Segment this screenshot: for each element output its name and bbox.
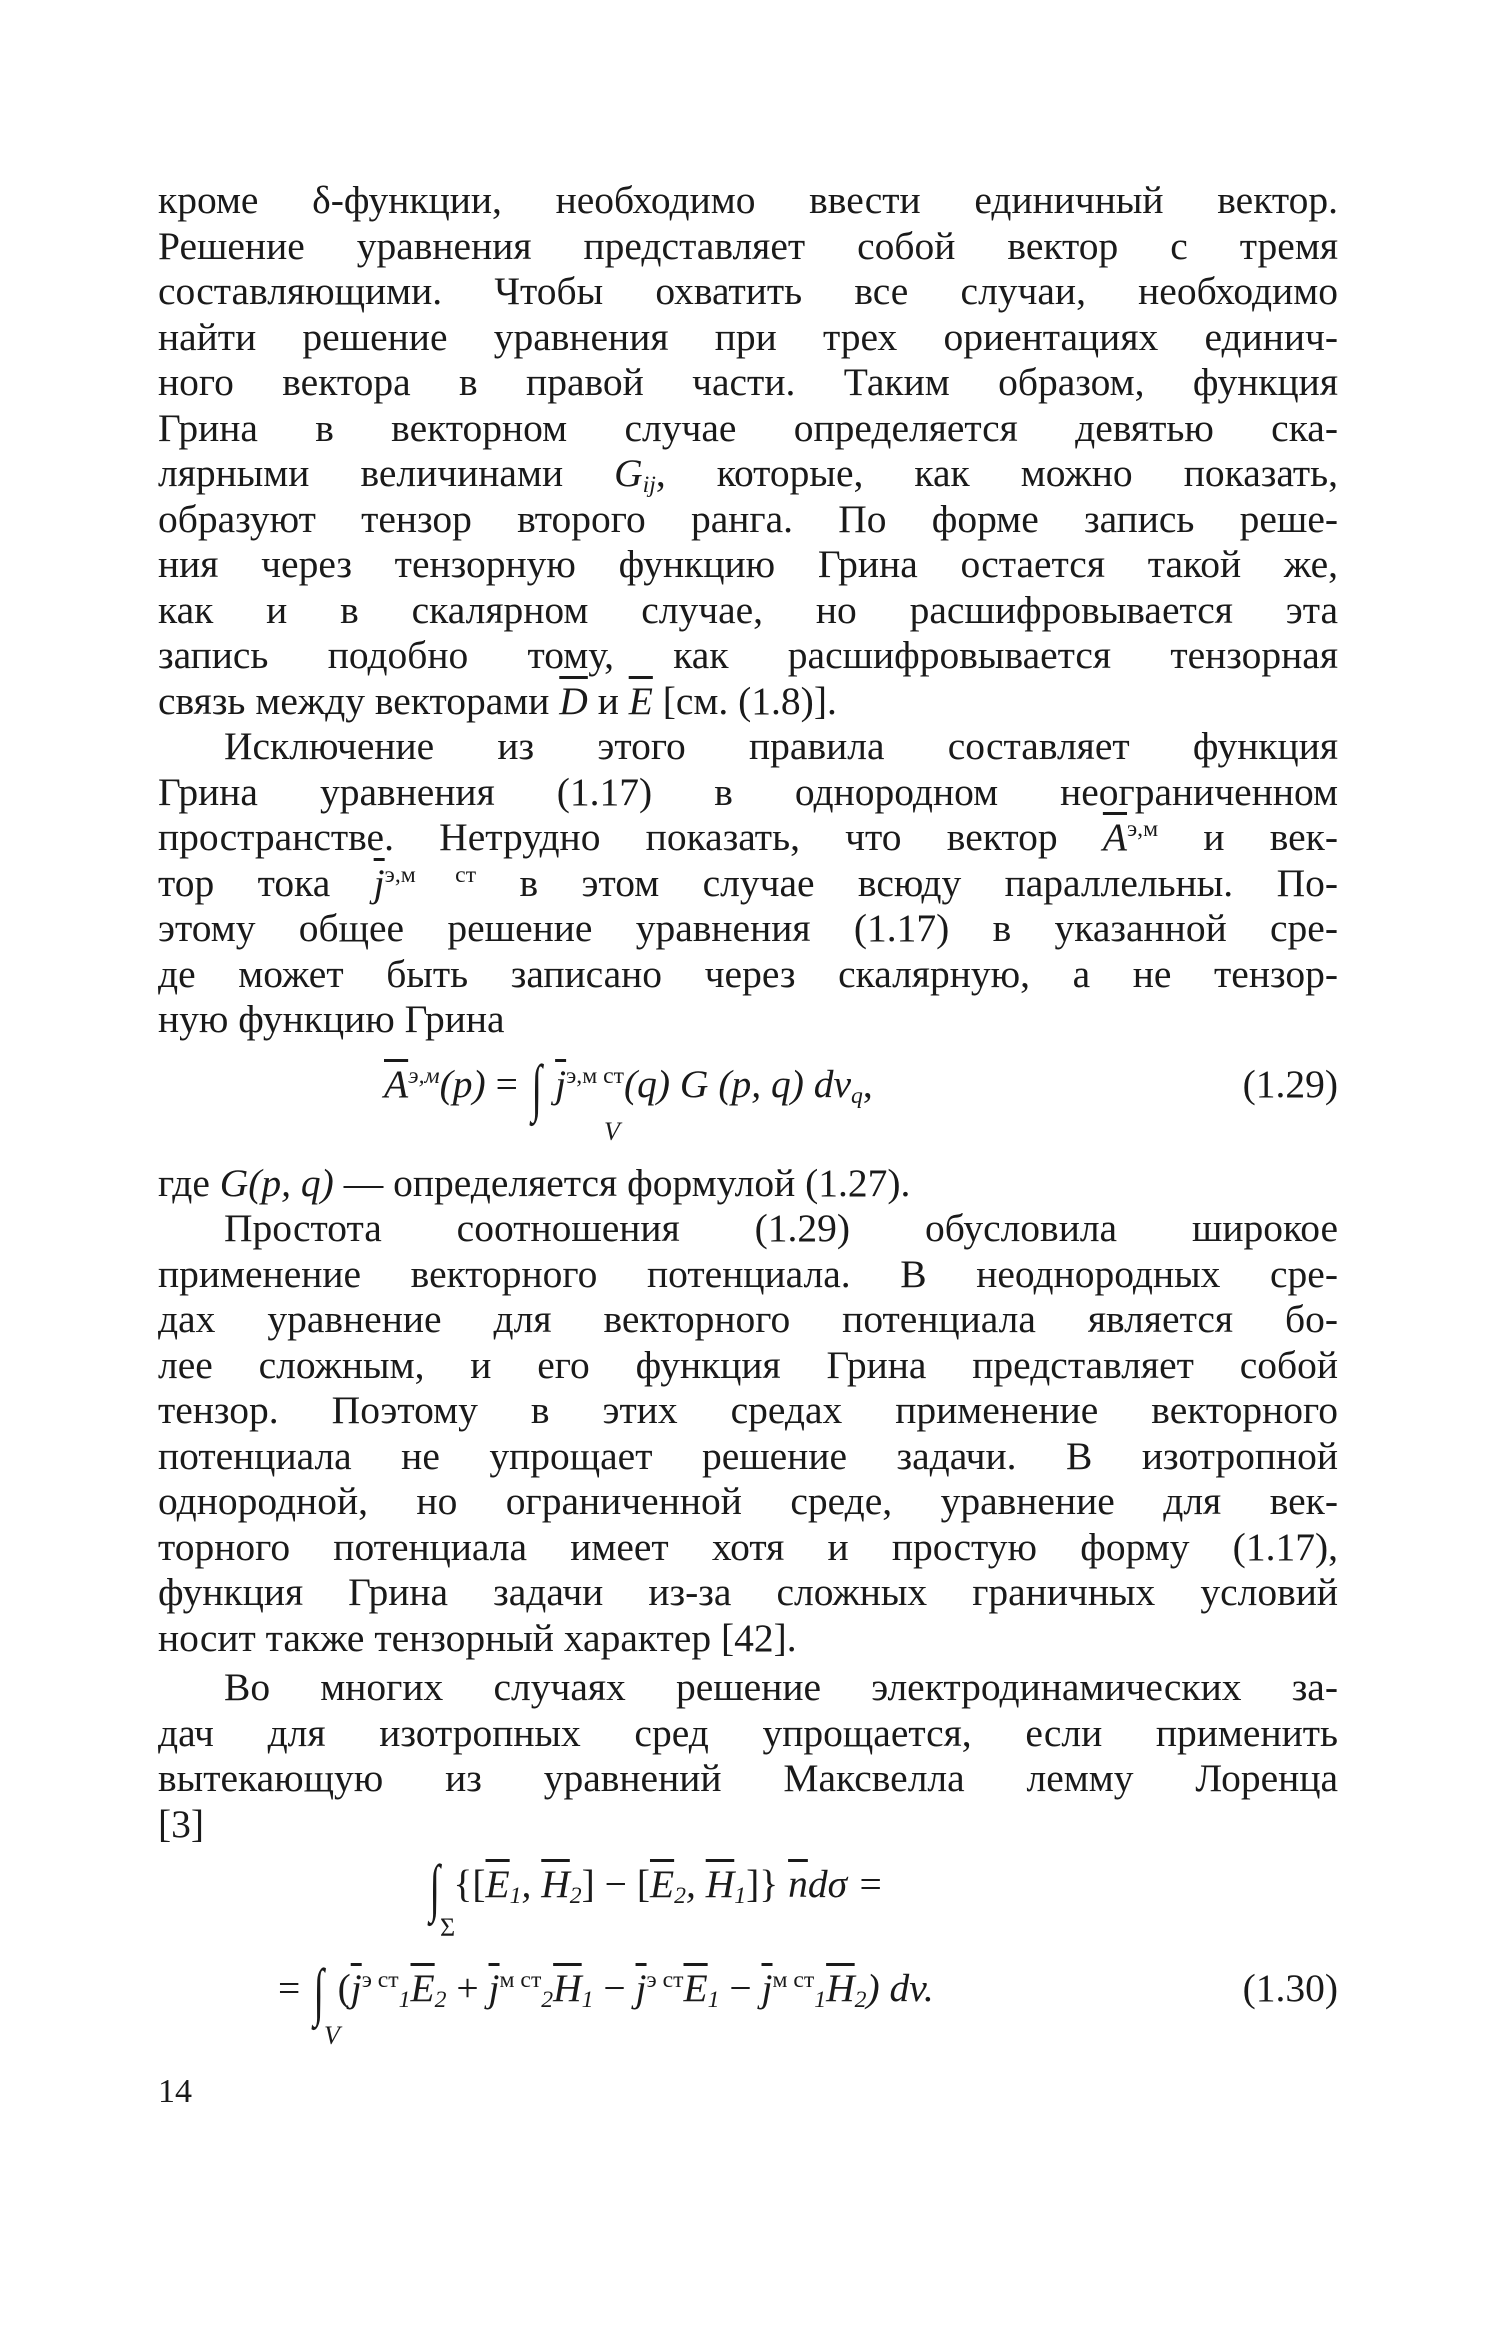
math-fragment: , <box>521 1862 542 1906</box>
math-fragment: dσ = <box>807 1862 884 1906</box>
math-subscript: 2 <box>434 1986 447 2013</box>
operator: − <box>719 1966 762 2010</box>
equals-sign: = <box>485 1061 528 1106</box>
vector-symbol: $\overline{j}$ <box>350 1966 362 2010</box>
text-line: носит также тензорный характер [42]. <box>158 1615 797 1660</box>
text-line: ного вектора в правой части. Таким образом, функция <box>158 360 1338 404</box>
vector-symbol: $\overline{H}$ <box>826 1966 855 2010</box>
text-line: Простота соотношения (1.29) обусловила широкое <box>224 1206 1338 1250</box>
equation-expression <box>278 1956 934 2027</box>
math-subscript: ij <box>642 471 656 498</box>
vector-symbol: $\overline{j}$ <box>555 1061 567 1106</box>
integral-limit: Σ <box>440 1913 456 1942</box>
vector-symbol: $\overline{A}$ <box>1102 815 1128 859</box>
text-line: ния через тензорную функцию Грина остается такой же, <box>158 542 1338 586</box>
equation-1-30-line-2 <box>158 1951 1338 2051</box>
text-line: образуют тензор второго ранга. По форме запись реше- <box>158 496 1338 541</box>
vector-symbol: $\overline{j}$ <box>761 1966 773 2010</box>
text-fragment: лярными величинами <box>158 451 615 495</box>
integral-limit: V <box>324 2021 340 2050</box>
text-line: применение векторного потенциала. В неоднородных сре- <box>158 1251 1338 1296</box>
integral-sign: ∫ <box>429 1852 441 1923</box>
vector-symbol: $\overline{E}$ <box>628 678 653 723</box>
text-line: Грина в векторном случае определяется девятью ска- <box>158 405 1338 450</box>
math-subscript: 2 <box>674 1882 686 1909</box>
vector-symbol: $\overline{E}$ <box>649 1862 675 1906</box>
text-line: однородной, но ограниченной среде, уравнение для век- <box>158 1479 1338 1523</box>
math-fragment: (p) <box>439 1061 486 1106</box>
vector-symbol: $\overline{j}$ <box>635 1966 647 2010</box>
integral-sign: ∫ <box>531 1051 542 1123</box>
math-fragment: G(p, q) <box>219 1160 334 1205</box>
math-subscript: 1 <box>734 1882 747 1909</box>
math-fragment: , <box>685 1862 706 1906</box>
math-subscript: 1 <box>581 1986 594 2013</box>
vector-symbol: $\overline{j}$ <box>373 860 385 905</box>
text-fragment: тор тока <box>158 860 374 905</box>
text-line: лее сложным, и его функция Грина представляет собой <box>158 1342 1338 1387</box>
math-subscript: 2 <box>569 1882 582 1909</box>
text-fragment: [см. (1.8)]. <box>652 678 837 723</box>
superscript: э,м ст <box>566 1062 624 1089</box>
math-fragment: , <box>862 1061 873 1106</box>
paragraph-2 <box>158 724 1338 1043</box>
bracket: ] − [ <box>581 1862 650 1906</box>
text-fragment: связь между векторами <box>158 678 560 723</box>
math-subscript: 1 <box>509 1882 522 1909</box>
equation-1-29 <box>158 1043 1338 1153</box>
text-line: торного потенциала имеет хотя и простую форму (1.17), <box>158 1524 1338 1569</box>
text-fragment: и <box>587 678 629 723</box>
text-line: как и в скалярном случае, но расшифровывается эта <box>158 587 1338 632</box>
math-symbol: G <box>614 451 643 495</box>
math-subscript: 1 <box>398 1986 411 2013</box>
text-line: [3] <box>158 1801 205 1846</box>
superscript: э,м <box>408 1062 440 1089</box>
vector-symbol: $\overline{n}$ <box>788 1862 808 1906</box>
text-line <box>158 861 1338 907</box>
math-fragment: (q) G (p, q) dv <box>623 1061 852 1106</box>
text-fragment: , которые, как можно показать, <box>655 451 1339 495</box>
vector-symbol: $\overline{D}$ <box>559 678 588 723</box>
math-subscript: q <box>851 1082 863 1109</box>
text-line: де может быть записано через скалярную, а не тензор- <box>158 951 1338 996</box>
page-number: 14 <box>158 2073 192 2110</box>
paragraph-4 <box>158 1665 1338 1847</box>
paragraph-1 <box>158 178 1338 724</box>
text-fragment: — определяется формулой (1.27). <box>333 1160 911 1205</box>
math-subscript: 1 <box>707 1986 720 2013</box>
text-line: Исключение из этого правила составляет функция <box>224 724 1338 768</box>
integral-limit: V <box>604 1116 620 1146</box>
text-line: этому общее решение уравнения (1.17) в указанной сре- <box>158 906 1338 950</box>
math-subscript: 2 <box>854 1986 867 2013</box>
vector-symbol: $\overline{H}$ <box>705 1862 735 1906</box>
paragraph-3 <box>158 1206 1338 1661</box>
equation-expression <box>384 1051 873 1123</box>
bracket: ]} <box>746 1862 779 1906</box>
math-subscript: 2 <box>541 1986 554 2013</box>
equals-sign: = <box>278 1966 311 2010</box>
text-fragment: пространстве. Нетрудно показать, что вектор <box>158 815 1103 859</box>
vector-symbol: $\overline{E}$ <box>683 1966 708 2010</box>
equation-1-30-line-1 <box>158 1847 1338 1947</box>
superscript: э ст <box>361 1966 399 1993</box>
text-line: потенциала не упрощает решение задачи. В изотропной <box>158 1433 1338 1478</box>
bracket: {[ <box>453 1862 486 1906</box>
text-line <box>158 679 1338 725</box>
text-line <box>158 451 1338 497</box>
equation-number: (1.29) <box>1242 1061 1338 1106</box>
equation-expression <box>426 1852 884 1923</box>
text-line: функция Грина задачи из-за сложных граничных условий <box>158 1570 1338 1614</box>
text-fragment: где <box>158 1160 220 1205</box>
text-line: ную функцию Грина <box>158 997 505 1041</box>
paragraph-where <box>158 1161 1338 1207</box>
bracket: ( <box>337 1966 351 2010</box>
superscript: м ст <box>499 1966 542 1993</box>
text-line: дач для изотропных сред упрощается, если применить <box>158 1710 1338 1755</box>
math-fragment: ) dv. <box>866 1966 934 2010</box>
page-body <box>158 178 1338 2051</box>
math-subscript: 1 <box>814 1986 827 2013</box>
integral-sign: ∫ <box>313 1956 325 2027</box>
text-fragment: и век- <box>1158 815 1339 859</box>
vector-symbol: $\overline{E}$ <box>485 1862 510 1906</box>
vector-symbol: $\overline{E}$ <box>410 1966 435 2010</box>
superscript: э,м ст <box>384 861 477 888</box>
superscript: э,м <box>1127 815 1159 842</box>
superscript: м ст <box>772 1966 815 1993</box>
text-line: дах уравнение для векторного потенциала является бо- <box>158 1297 1338 1341</box>
equation-number: (1.30) <box>1242 1966 1338 2010</box>
vector-symbol: $\overline{A}$ <box>384 1061 409 1106</box>
vector-symbol: $\overline{H}$ <box>553 1966 582 2010</box>
text-line: найти решение уравнения при трех ориентациях единич- <box>158 314 1338 359</box>
text-line <box>158 1161 1338 1207</box>
vector-symbol: $\overline{j}$ <box>488 1966 500 2010</box>
text-line: Во многих случаях решение электродинамических за- <box>224 1665 1338 1709</box>
text-line: тензор. Поэтому в этих средах применение векторного <box>158 1388 1338 1432</box>
operator: + <box>446 1966 489 2010</box>
text-line: вытекающую из уравнений Максвелла лемму Лоренца <box>158 1756 1338 1800</box>
text-line: кроме δ-функции, необходимо ввести единичный вектор. <box>158 178 1338 222</box>
superscript: э ст <box>646 1966 684 1993</box>
vector-symbol: $\overline{H}$ <box>541 1862 570 1906</box>
text-line: запись подобно тому, как расшифровывается тензорная <box>158 633 1338 677</box>
text-line: составляющими. Чтобы охватить все случаи, необходимо <box>158 269 1338 313</box>
text-line <box>158 815 1338 861</box>
text-line: Грина уравнения (1.17) в однородном неограниченном <box>158 769 1338 814</box>
operator: − <box>593 1966 636 2010</box>
text-fragment: в этом случае всюду параллельны. По- <box>476 860 1339 905</box>
text-line: Решение уравнения представляет собой вектор с тремя <box>158 223 1338 268</box>
